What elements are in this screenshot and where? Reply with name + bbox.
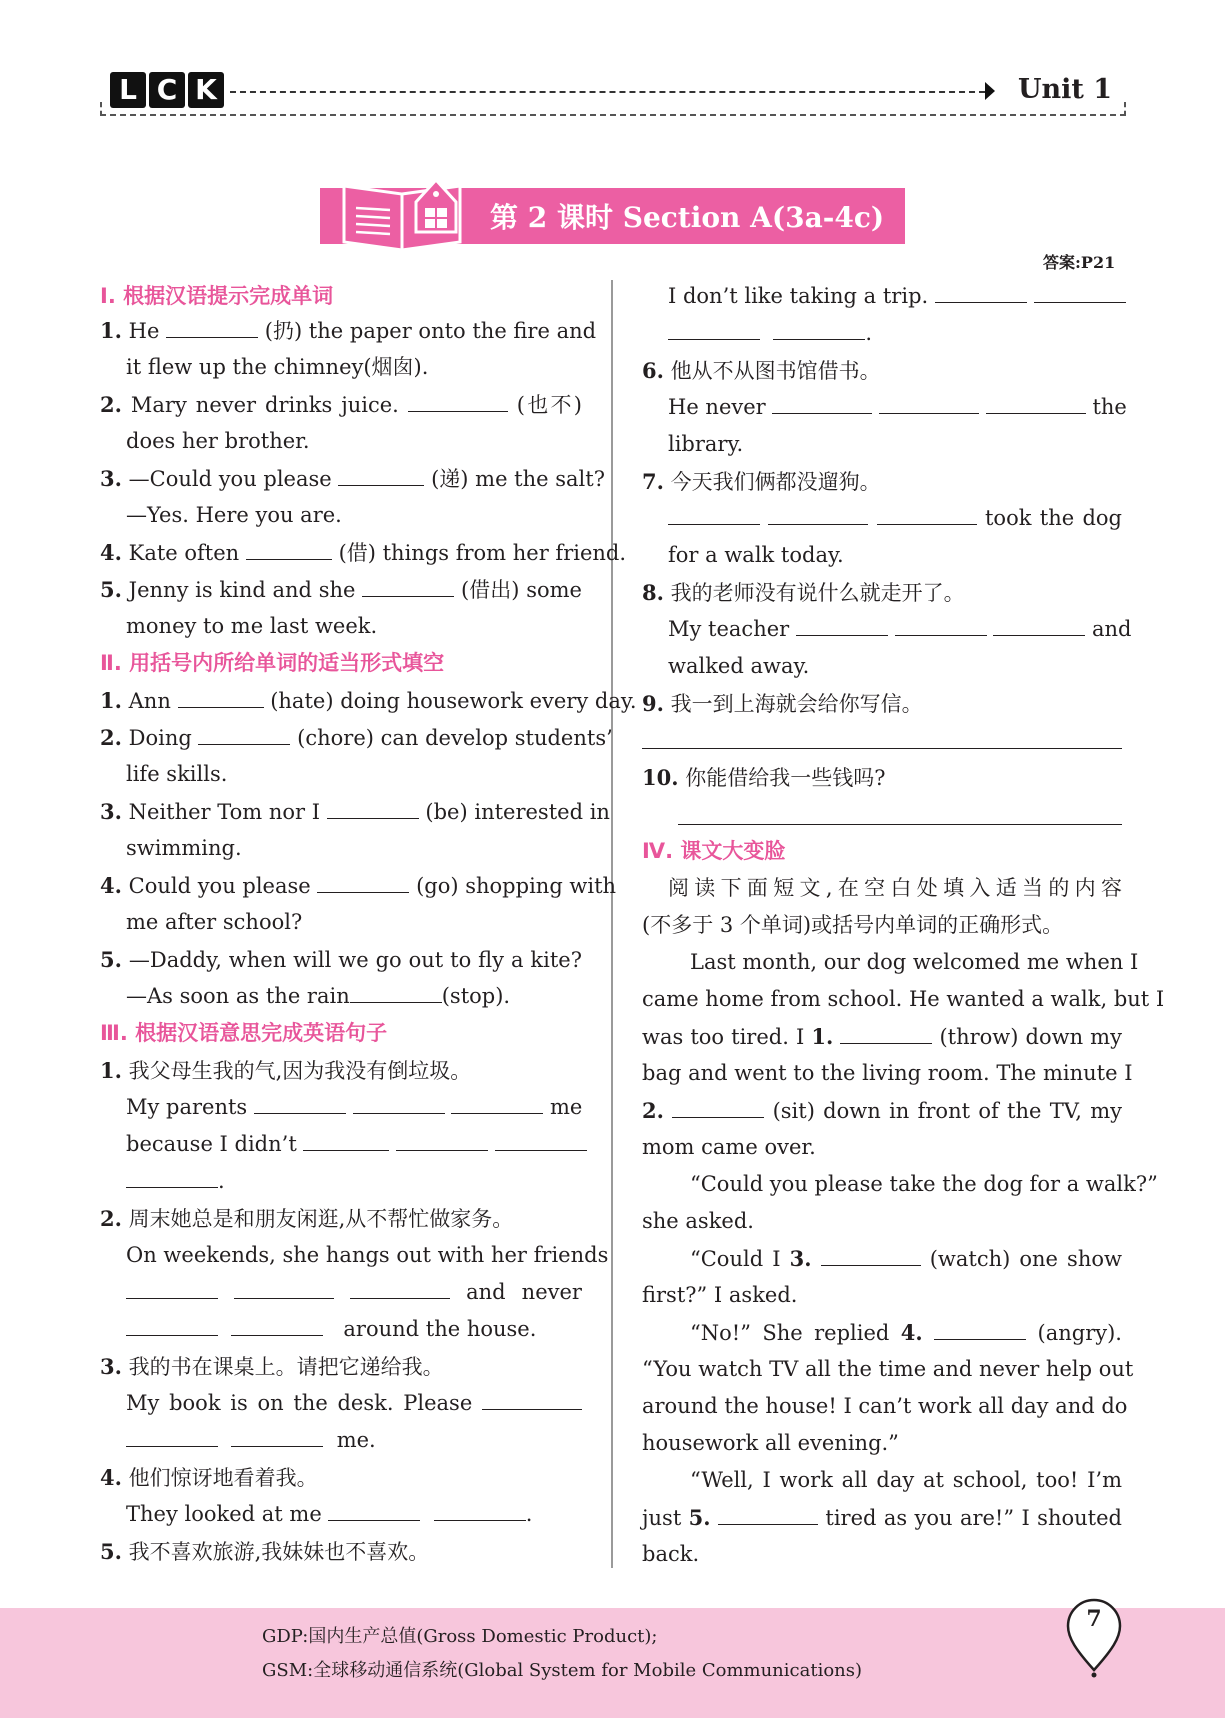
answer-blank[interactable] — [840, 1023, 932, 1044]
passage-line: 2. (sit) down in front of the TV, my — [642, 1098, 1122, 1123]
answer-line[interactable] — [678, 824, 1122, 825]
answer-blank[interactable] — [451, 1093, 543, 1114]
exercise-line: My parents me — [126, 1095, 583, 1119]
exercise-line: They looked at me . — [126, 1502, 533, 1526]
answer-blank[interactable] — [396, 1130, 488, 1151]
answer-blank[interactable] — [408, 391, 508, 412]
lesson-title: 第 2 课时 Section A(3a-4c) — [490, 201, 885, 234]
exercise-line: 7. 今天我们俩都没遛狗。 — [642, 469, 881, 494]
exercise-line: My teacher and — [668, 617, 1132, 641]
exercise-line: 2. Mary never drinks juice. (也不) — [100, 392, 582, 417]
passage-line: came home from school. He wanted a walk, but I — [642, 987, 1165, 1011]
passage-line: “Well, I work all day at school, too! I’m — [690, 1468, 1122, 1492]
section-heading: Ⅳ. 课文大变脸 — [642, 839, 786, 863]
passage-line: “You watch TV all the time and never help out — [642, 1357, 1134, 1381]
exercise-line: 5. —Daddy, when will we go out to fly a kite? — [100, 947, 582, 972]
answer-blank[interactable] — [231, 1426, 323, 1447]
passage-line: mom came over. — [642, 1135, 816, 1159]
passage-line: “Could I 3. (watch) one show — [690, 1246, 1122, 1271]
unit-label: Unit 1 — [1018, 74, 1113, 105]
answer-blank[interactable] — [986, 393, 1086, 414]
exercise-line: My book is on the desk. Please — [126, 1385, 582, 1422]
answer-blank[interactable] — [895, 615, 987, 636]
passage-line: housework all evening.” — [642, 1431, 899, 1455]
exercise-line: —As soon as the rain (stop). — [126, 984, 511, 1008]
answer-blank[interactable] — [668, 504, 760, 525]
exercise-line: 2. Doing (chore) can develop students’ — [100, 725, 613, 750]
exercise-line: 1. 我父母生我的气,因为我没有倒垃圾。 — [100, 1058, 472, 1083]
answer-blank[interactable] — [178, 687, 264, 708]
exercise-line: I don’t like taking a trip. — [668, 278, 1122, 315]
answer-blank[interactable] — [328, 1500, 420, 1521]
answer-blank[interactable] — [198, 724, 290, 745]
passage-line: she asked. — [642, 1209, 754, 1233]
exercise-line: money to me last week. — [126, 614, 378, 638]
exercise-line: 4. Kate often (借) things from her friend. — [100, 540, 627, 565]
answer-blank[interactable] — [231, 1315, 323, 1336]
exercise-line: around the house. — [126, 1311, 582, 1348]
exercise-line: 3. —Could you please (递) me the salt? — [100, 466, 605, 491]
exercise-line: 8. 我的老师没有说什么就走开了。 — [642, 580, 965, 605]
instruction-line: (不多于 3 个单词)或括号内单词的正确形式。 — [642, 913, 1064, 937]
exercise-line: swimming. — [126, 836, 242, 860]
answer-blank[interactable] — [796, 615, 888, 636]
header-frame — [100, 102, 1126, 116]
answer-blank[interactable] — [1034, 282, 1126, 303]
header-dashed-line — [230, 91, 985, 93]
section-heading: Ⅲ. 根据汉语意思完成英语句子 — [100, 1021, 388, 1045]
answer-blank[interactable] — [126, 1315, 218, 1336]
answer-blank[interactable] — [350, 1278, 450, 1299]
answer-blank[interactable] — [350, 982, 442, 1003]
answer-blank[interactable] — [993, 615, 1085, 636]
exercise-line: it flew up the chimney(烟囱). — [126, 355, 429, 379]
exercise-line: walked away. — [668, 654, 810, 678]
answer-blank[interactable] — [126, 1278, 218, 1299]
passage-line: just 5. tired as you are!” I shouted — [642, 1505, 1122, 1530]
exercise-line: 5. Jenny is kind and she (借出) some — [100, 577, 582, 602]
answer-blank[interactable] — [327, 798, 419, 819]
answer-blank[interactable] — [877, 504, 977, 525]
section-heading: Ⅰ. 根据汉语提示完成单词 — [100, 284, 334, 308]
exercise-line: —Yes. Here you are. — [126, 503, 342, 527]
book-house-icon — [340, 172, 470, 252]
answer-blank[interactable] — [934, 1319, 1026, 1340]
exercise-line: 6. 他从不从图书馆借书。 — [642, 358, 881, 383]
footer-note: GDP:国内生产总值(Gross Domestic Product); — [262, 1626, 658, 1647]
footer-note: GSM:全球移动通信系统(Global System for Mobile Communications) — [262, 1660, 863, 1681]
page-number: 7 — [1086, 1606, 1102, 1632]
exercise-line: library. — [668, 432, 744, 456]
exercise-line: and never — [126, 1274, 582, 1311]
answer-blank[interactable] — [482, 1389, 582, 1410]
exercise-line: does her brother. — [126, 429, 310, 453]
exercise-line: 1. He (扔) the paper onto the fire and — [100, 318, 597, 343]
exercise-line: 4. Could you please (go) shopping with — [100, 873, 617, 898]
passage-line: first?” I asked. — [642, 1283, 798, 1307]
answer-blank[interactable] — [668, 319, 760, 340]
answer-reference: 答案:P21 — [1043, 253, 1116, 272]
exercise-line: 5. 我不喜欢旅游,我妹妹也不喜欢。 — [100, 1539, 430, 1564]
exercise-line: . — [126, 1163, 582, 1200]
answer-blank[interactable] — [718, 1504, 818, 1525]
exercise-line: for a walk today. — [668, 543, 844, 567]
answer-blank[interactable] — [254, 1093, 346, 1114]
answer-blank[interactable] — [879, 393, 979, 414]
answer-blank[interactable] — [434, 1500, 526, 1521]
answer-blank[interactable] — [935, 282, 1027, 303]
passage-line: bag and went to the living room. The minute I — [642, 1061, 1133, 1085]
passage-line: “No!” She replied 4. (angry). — [690, 1320, 1122, 1345]
answer-blank[interactable] — [303, 1130, 389, 1151]
passage-line: “Could you please take the dog for a walk?” — [690, 1172, 1158, 1196]
exercise-line: 4. 他们惊讶地看着我。 — [100, 1465, 318, 1490]
answer-blank[interactable] — [317, 872, 409, 893]
answer-blank[interactable] — [821, 1245, 921, 1266]
exercise-line: 9. 我一到上海就会给你写信。 — [642, 691, 923, 716]
answer-blank[interactable] — [234, 1278, 334, 1299]
exercise-line: On weekends, she hangs out with her friends — [126, 1243, 609, 1267]
passage-line: was too tired. I 1. (throw) down my — [642, 1024, 1122, 1049]
exercise-line: life skills. — [126, 762, 228, 786]
answer-blank[interactable] — [772, 393, 872, 414]
answer-line[interactable] — [642, 748, 1122, 749]
answer-blank[interactable] — [126, 1167, 218, 1188]
answer-blank[interactable] — [353, 1093, 445, 1114]
answer-blank[interactable] — [495, 1130, 587, 1151]
exercise-line: took the dog — [668, 500, 1122, 537]
passage-line: back. — [642, 1542, 700, 1566]
exercise-line: . — [668, 315, 1122, 352]
answer-blank[interactable] — [768, 504, 868, 525]
arrow-right-icon — [985, 82, 995, 100]
logo-letter: C — [149, 72, 185, 108]
column-divider — [611, 280, 613, 1568]
exercise-line: 1. Ann (hate) doing housework every day. — [100, 688, 637, 713]
exercise-line: 2. 周末她总是和朋友闲逛,从不帮忙做家务。 — [100, 1206, 514, 1231]
answer-blank[interactable] — [246, 539, 332, 560]
answer-blank[interactable] — [166, 317, 258, 338]
exercise-line: me. — [126, 1422, 582, 1459]
exercise-line: He never the — [668, 395, 1127, 419]
answer-blank[interactable] — [672, 1097, 764, 1118]
exercise-line: 10. 你能借给我一些钱吗? — [642, 765, 886, 790]
section-heading: Ⅱ. 用括号内所给单词的适当形式填空 — [100, 651, 445, 675]
exercise-line: me after school? — [126, 910, 303, 934]
exercise-line: 3. 我的书在课桌上。请把它递给我。 — [100, 1354, 444, 1379]
instruction-line: 阅读下面短文,在空白处填入适当的内容 — [668, 876, 1122, 900]
answer-blank[interactable] — [362, 576, 454, 597]
answer-blank[interactable] — [773, 319, 865, 340]
answer-blank[interactable] — [338, 465, 424, 486]
passage-line: around the house! I can’t work all day and do — [642, 1394, 1128, 1418]
passage-line: Last month, our dog welcomed me when I — [690, 950, 1139, 974]
logo-letter: L — [110, 72, 146, 108]
logo-letter: K — [188, 72, 224, 108]
exercise-line: 3. Neither Tom nor I (be) interested in — [100, 799, 610, 824]
exercise-line: because I didn’t — [126, 1126, 582, 1163]
answer-blank[interactable] — [126, 1426, 218, 1447]
